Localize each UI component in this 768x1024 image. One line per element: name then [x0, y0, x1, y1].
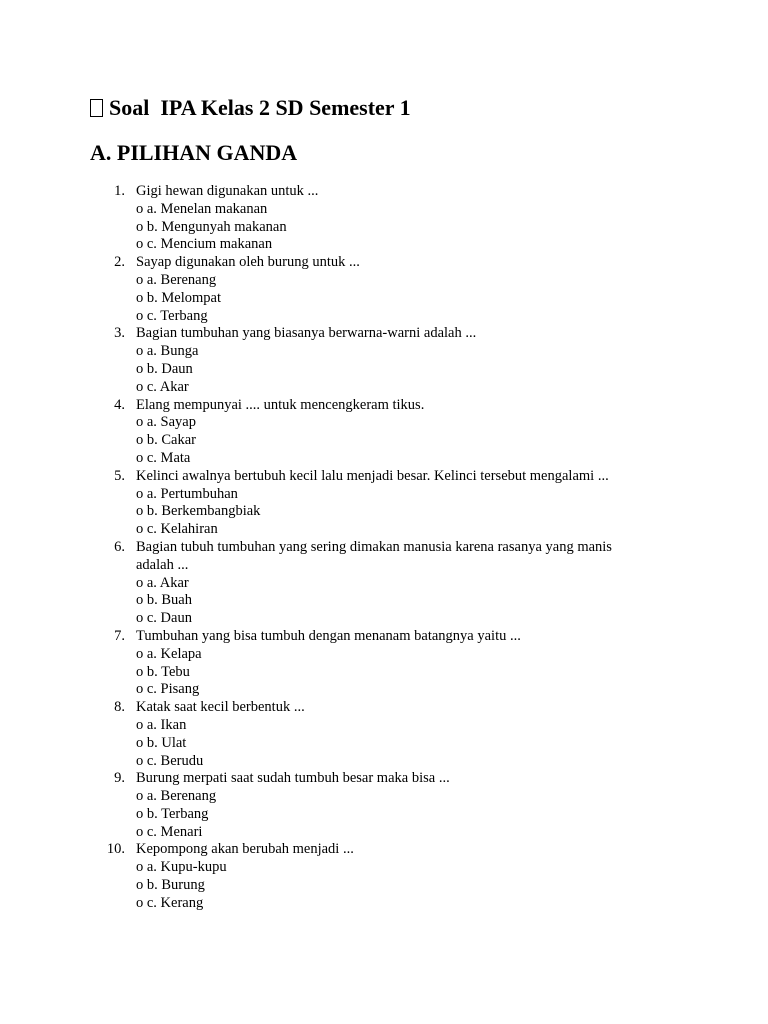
answer-option: o a. Akar — [136, 574, 189, 591]
question-item — [90, 628, 650, 699]
answer-option: o c. Kerang — [136, 894, 204, 911]
answer-option: o c. Pisang — [136, 681, 200, 698]
answer-option: o a. Sayap — [136, 414, 196, 431]
answer-options — [136, 859, 650, 912]
question-number: 8. — [114, 699, 125, 716]
answer-options — [136, 414, 650, 467]
answer-option: o b. Ulat — [136, 734, 187, 751]
question-number: 9. — [114, 770, 125, 787]
question-text: Bagian tubuh tumbuhan yang sering dimakan manusia karena rasanya yang manis adalah ... — [136, 538, 612, 573]
answer-option: o c. Kelahiran — [136, 521, 218, 538]
document-title-text: Soal IPA Kelas 2 SD Semester 1 — [109, 95, 411, 120]
section-heading: A. PILIHAN GANDA — [90, 140, 298, 165]
answer-option: o b. Tebu — [136, 663, 190, 680]
answer-option: o b. Melompat — [136, 289, 221, 306]
answer-option: o b. Mengunyah makanan — [136, 218, 287, 235]
answer-option: o b. Terbang — [136, 805, 209, 822]
answer-option: o a. Kupu-kupu — [136, 859, 227, 876]
question-item — [90, 254, 650, 325]
question-text: Tumbuhan yang bisa tumbuh dengan menanam batangnya yaitu ... — [136, 627, 521, 644]
question-number: 3. — [114, 325, 125, 342]
question-number: 4. — [114, 396, 125, 413]
question-number: 7. — [114, 627, 125, 644]
answer-option: o c. Daun — [136, 610, 192, 627]
missing-glyph-icon — [90, 99, 103, 117]
answer-option: o a. Ikan — [136, 716, 187, 733]
question-text: Kelinci awalnya bertubuh kecil lalu menjadi besar. Kelinci tersebut mengalami ... — [136, 467, 609, 484]
answer-option: o a. Berenang — [136, 271, 217, 288]
question-item — [90, 183, 650, 254]
answer-option: o a. Kelapa — [136, 645, 202, 662]
answer-option: o c. Terbang — [136, 307, 208, 324]
answer-options — [136, 486, 650, 539]
document-title — [90, 93, 411, 123]
answer-options — [136, 717, 650, 770]
question-item — [90, 699, 650, 770]
question-item — [90, 397, 650, 468]
answer-option: o b. Burung — [136, 877, 205, 894]
question-number: 6. — [114, 538, 125, 555]
question-list — [90, 183, 650, 913]
answer-option: o c. Mata — [136, 449, 191, 466]
question-item — [90, 841, 650, 912]
answer-option: o a. Pertumbuhan — [136, 485, 238, 502]
answer-options — [136, 646, 650, 699]
question-number: 1. — [114, 183, 125, 199]
answer-option: o a. Menelan makanan — [136, 200, 268, 217]
question-text: Sayap digunakan oleh burung untuk ... — [136, 254, 360, 271]
question-item — [90, 539, 650, 628]
answer-option: o a. Bunga — [136, 343, 199, 360]
answer-option: o b. Berkembangbiak — [136, 503, 261, 520]
answer-option: o c. Akar — [136, 378, 189, 395]
answer-option: o b. Cakar — [136, 432, 196, 449]
question-item — [90, 325, 650, 396]
answer-options — [136, 201, 650, 254]
answer-option: o b. Buah — [136, 592, 192, 609]
answer-option: o c. Menari — [136, 823, 203, 840]
question-item — [90, 770, 650, 841]
question-text: Bagian tumbuhan yang biasanya berwarna-warni adalah ... — [136, 325, 477, 342]
question-item — [90, 468, 650, 539]
answer-option: o c. Mencium makanan — [136, 236, 273, 253]
question-number: 10. — [106, 841, 125, 858]
answer-options — [136, 272, 650, 325]
answer-option: o a. Berenang — [136, 788, 217, 805]
question-text: Elang mempunyai .... untuk mencengkeram tikus. — [136, 396, 425, 413]
question-text: Katak saat kecil berbentuk ... — [136, 699, 305, 716]
question-number: 2. — [114, 254, 125, 271]
answer-option: o c. Berudu — [136, 752, 204, 769]
question-number: 5. — [114, 467, 125, 484]
answer-options — [136, 343, 650, 396]
question-text: Burung merpati saat sudah tumbuh besar maka bisa ... — [136, 770, 450, 787]
question-text: Gigi hewan digunakan untuk ... — [136, 183, 319, 199]
answer-options — [136, 575, 650, 628]
question-text: Kepompong akan berubah menjadi ... — [136, 841, 354, 858]
answer-options — [136, 788, 650, 841]
answer-option: o b. Daun — [136, 360, 193, 377]
